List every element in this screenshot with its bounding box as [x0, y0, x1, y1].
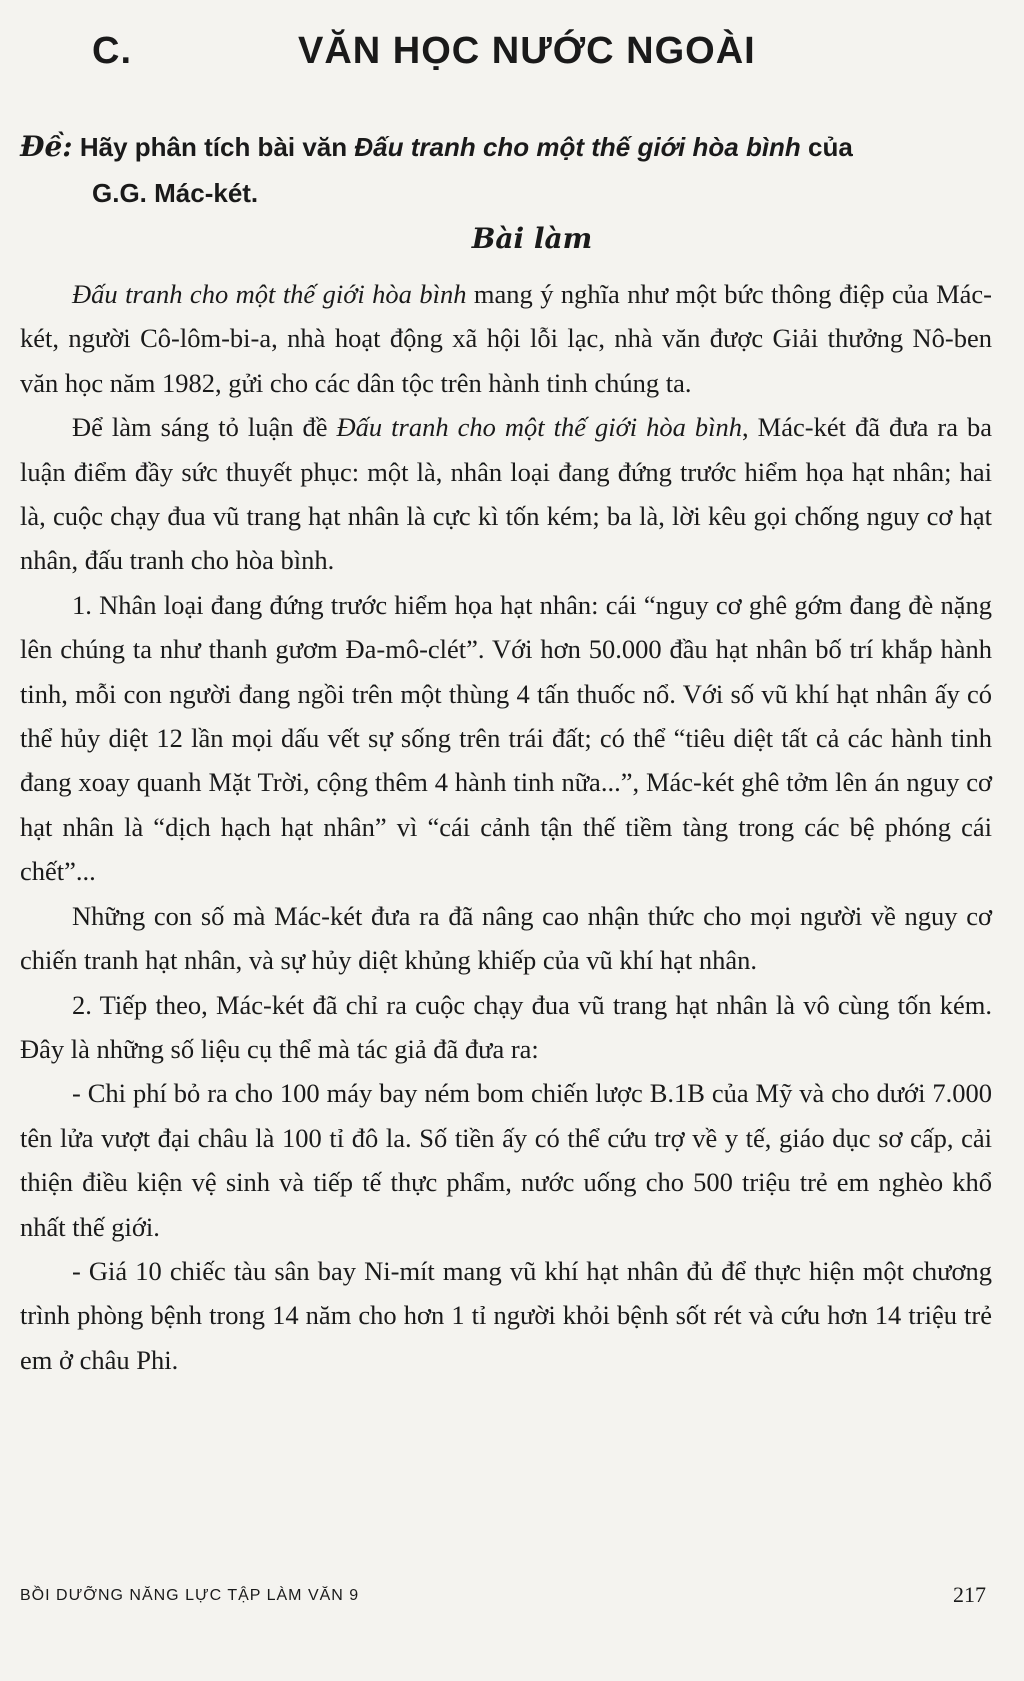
section-letter: C. [92, 30, 132, 72]
paragraph: 2. Tiếp theo, Mác-két đã chỉ ra cuộc chạy đua vũ trang hạt nhân là vô cùng tốn kém. Đây là những số liệu cụ thể mà tác giả đã đưa ra: [20, 989, 992, 1064]
essay-topic [20, 124, 992, 216]
topic-author: G.G. Mác-két. [92, 178, 259, 208]
essay-body [20, 272, 992, 1382]
topic-text-post: của [800, 132, 853, 162]
work-title-italic: Đấu tranh cho một thế giới hòa bình [72, 279, 467, 309]
topic-work-title: Đấu tranh cho một thế giới hòa bình [354, 132, 801, 162]
paragraph: 1. Nhân loại đang đứng trước hiểm họa hạt nhân: cái “nguy cơ ghê gớm đang đè nặng lên chúng ta như thanh gươm Đa-mô-clét”. Với hơn 50.000 đầu hạt nhân bố trí khắp hành tinh, mỗi con người đang ngồi trên một thùng 4 tấn thuốc nổ. Với số vũ khí hạt nhân ấy có thể hủy diệt 12 lần mọi dấu vết sự sống trên trái đất; có thể “tiêu diệt tất cả các hành tinh đang xoay quanh Mặt Trời, cộng thêm 4 hành tinh nữa...”, Mác-két ghê tởm lên án nguy cơ hạt nhân là “dịch hạch hạt nhân” vì “cái cảnh tận thế tiềm tàng trong các bệ phóng cái chết”... [20, 589, 992, 887]
paragraph: Đấu tranh cho một thế giới hòa bình mang ý nghĩa như một bức thông điệp của Mác-két, người Cô-lôm-bi-a, nhà hoạt động xã hội lỗi lạc, nhà văn được Giải thưởng Nô-ben văn học năm 1982, gửi cho các dân tộc trên hành tinh chúng ta. [20, 279, 992, 398]
section-title: VĂN HỌC NƯỚC NGOÀI [298, 30, 756, 72]
page-number: 217 [953, 1582, 986, 1607]
paragraph: Những con số mà Mác-két đưa ra đã nâng cao nhận thức cho mọi người về nguy cơ chiến tranh hạt nhân, và sự hủy diệt khủng khiếp của vũ khí hạt nhân. [20, 900, 992, 976]
answer-heading: Bài làm [471, 222, 593, 255]
topic-label: Đề: [20, 130, 73, 163]
book-title-footer: BỒI DƯỠNG NĂNG LỰC TẬP LÀM VĂN 9 [20, 1587, 360, 1604]
work-title-italic: Đấu tranh cho một thế giới hòa bình [336, 412, 743, 443]
paragraph: Để làm sáng tỏ luận đề Đấu tranh cho một thế giới hòa bình, Mác-két đã đưa ra ba luận điểm đầy sức thuyết phục: một là, nhân loại đang đứng trước hiểm họa hạt nhân; hai là, cuộc chạy đua vũ trang hạt nhân là cực kì tốn kém; ba là, lời kêu gọi chống nguy cơ hạt nhân, đấu tranh cho hòa bình. [20, 412, 992, 576]
paragraph: - Chi phí bỏ ra cho 100 máy bay ném bom chiến lược B.1B của Mỹ và cho dưới 7.000 tên lửa vượt đại châu là 100 tỉ đô la. Số tiền ấy có thể cứu trợ về y tế, giáo dục sơ cấp, cải thiện điều kiện vệ sinh và tiếp tế thực phẩm, nước uống cho 500 triệu trẻ em nghèo khổ nhất thế giới. [20, 1078, 992, 1242]
paragraph: - Giá 10 chiếc tàu sân bay Ni-mít mang vũ khí hạt nhân đủ để thực hiện một chương trình phòng bệnh trong 14 năm cho hơn 1 tỉ người khỏi bệnh sốt rét và cứu hơn 14 triệu trẻ em ở châu Phi. [20, 1255, 992, 1375]
topic-text-pre: Hãy phân tích bài văn [79, 132, 355, 162]
